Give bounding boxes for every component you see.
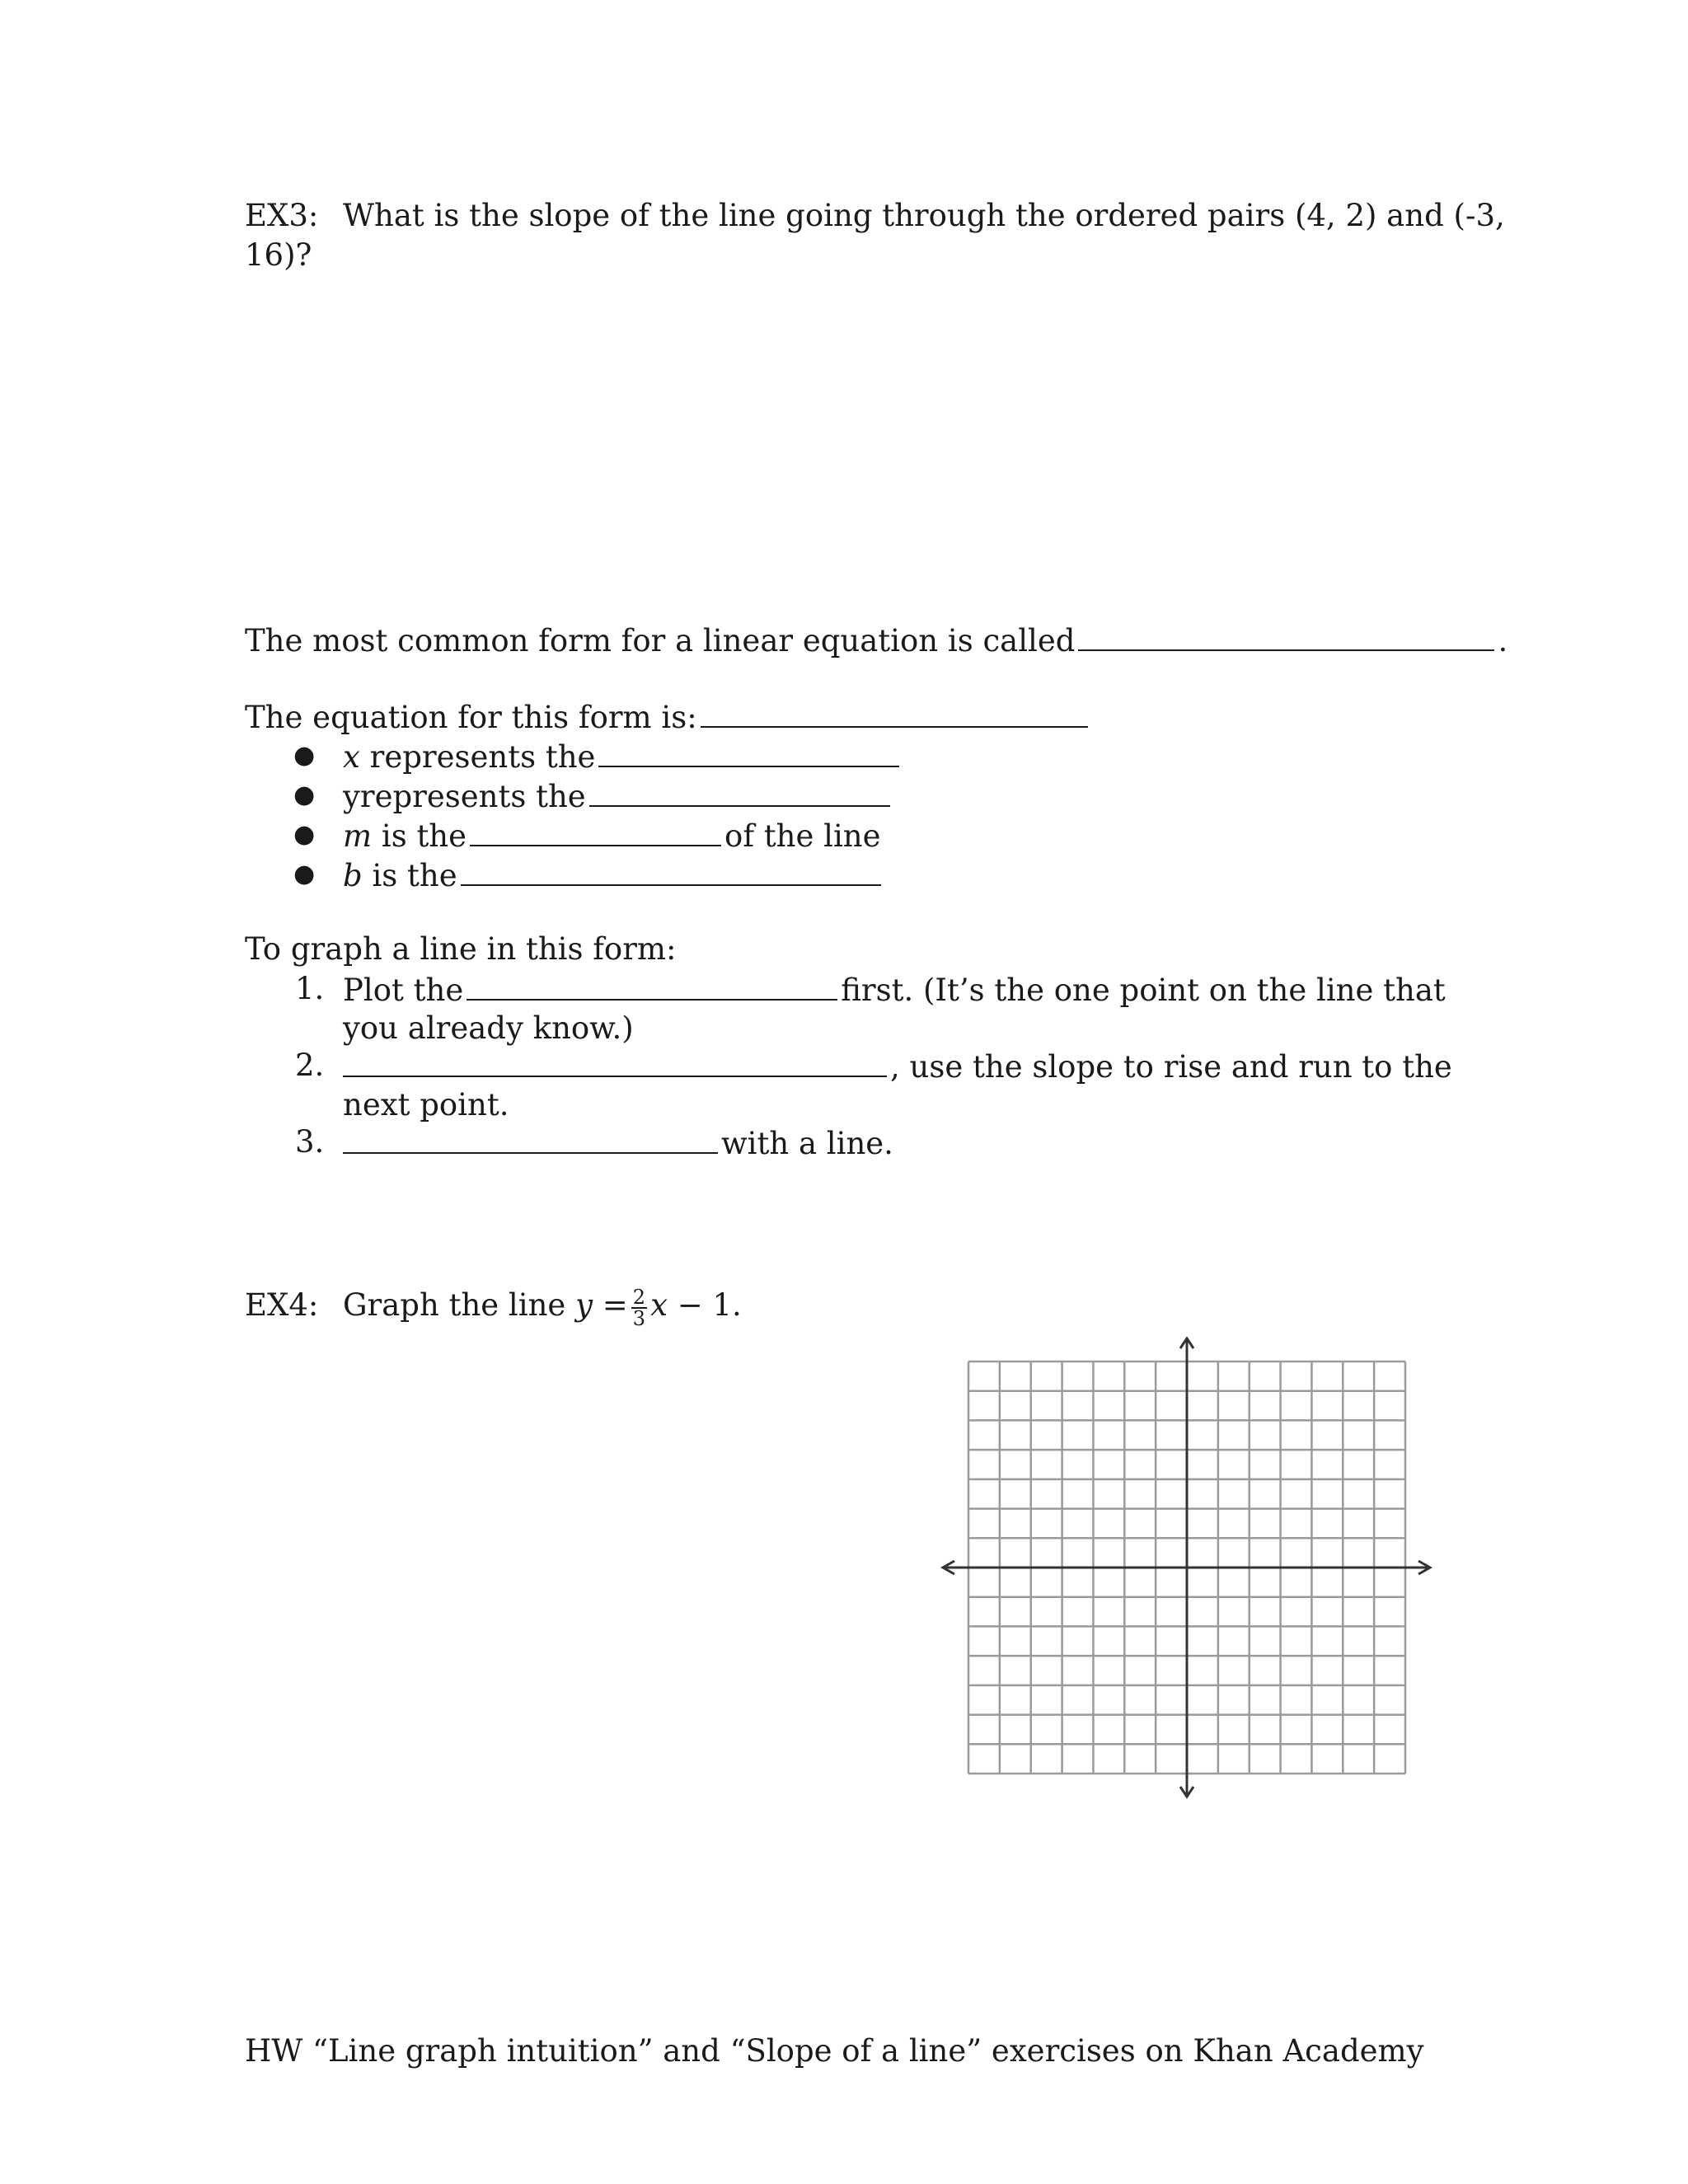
ex4-y: y	[575, 1287, 593, 1323]
step-2-blank[interactable]	[343, 1046, 887, 1077]
ex4-frac-num: 2	[632, 1285, 646, 1309]
bullet-x-text: represents the	[369, 739, 596, 775]
equation-blank[interactable]	[701, 696, 1088, 728]
ex4-x: x	[650, 1287, 668, 1323]
ex4-eq: =	[602, 1287, 628, 1323]
bullet-m-after: of the line	[724, 818, 881, 854]
equation-intro-line	[245, 696, 1091, 738]
ex3-label: EX3:	[245, 198, 319, 233]
step-1-after: first. (It’s the one point on the line that	[841, 972, 1446, 1008]
step-1-blank[interactable]	[467, 969, 837, 1001]
bullet-icon: ●	[293, 860, 316, 888]
bullet-icon: ●	[293, 780, 316, 809]
ex3-question-line2: 16)?	[245, 237, 312, 273]
step-3-blank[interactable]	[343, 1122, 718, 1154]
var-x: x	[343, 739, 360, 775]
bullet-b-blank[interactable]	[461, 855, 881, 886]
step-2	[343, 1046, 1452, 1087]
step-1	[343, 969, 1446, 1010]
var-b: b	[343, 858, 363, 893]
step-1-line2: you already know.)	[343, 1010, 634, 1046]
bullet-b-text: is the	[372, 858, 457, 893]
homework-note: HW “Line graph intuition” and “Slope of a line” exercises on Khan Academy	[245, 2033, 1424, 2069]
ex4-rest: − 1.	[677, 1287, 742, 1323]
coordinate-grid[interactable]	[940, 1335, 1434, 1809]
ex4-label: EX4:	[245, 1287, 319, 1323]
bullet-y	[343, 776, 893, 817]
bullet-y-text: yrepresents the	[343, 779, 586, 814]
bullet-m	[343, 815, 881, 856]
bullet-m-blank[interactable]	[470, 815, 721, 846]
step-3	[343, 1122, 893, 1164]
common-form-text: The most common form for a linear equation is called	[245, 623, 1076, 658]
ex4-text: Graph the line	[343, 1287, 566, 1323]
var-m: m	[343, 818, 373, 854]
common-form-period: .	[1498, 623, 1508, 658]
bullet-x-blank[interactable]	[598, 736, 899, 767]
ex4-frac-den: 3	[632, 1306, 646, 1330]
equation-intro: The equation for this form is:	[245, 700, 697, 735]
step-1-before: Plot the	[343, 972, 464, 1008]
step-1-number: 1.	[295, 971, 325, 1006]
bullet-icon: ●	[293, 820, 316, 849]
step-2-after: , use the slope to rise and run to the	[890, 1049, 1452, 1085]
common-form-sentence	[245, 620, 1507, 661]
step-2-number: 2.	[295, 1047, 325, 1083]
bullet-x	[343, 736, 903, 777]
common-form-blank[interactable]	[1078, 620, 1494, 651]
bullet-b	[343, 855, 884, 896]
bullet-icon: ●	[293, 741, 316, 770]
step-2-line2: next point.	[343, 1087, 509, 1122]
graphing-intro: To graph a line in this form:	[245, 931, 677, 967]
bullet-y-blank[interactable]	[589, 776, 890, 807]
ex4-question	[343, 1286, 742, 1329]
step-3-after: with a line.	[721, 1126, 893, 1161]
ex4-fraction	[631, 1287, 647, 1329]
bullet-m-text: is the	[381, 818, 467, 854]
ex3-question-line1: What is the slope of the line going through the ordered pairs (4, 2) and (-3,	[343, 198, 1505, 233]
step-3-number: 3.	[295, 1124, 325, 1160]
